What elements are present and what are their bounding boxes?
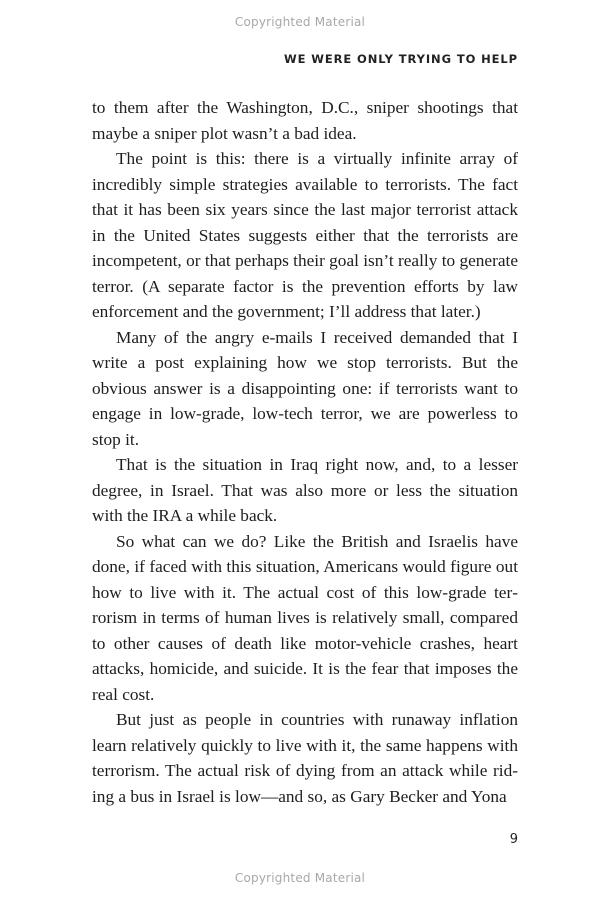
body-text: [92, 95, 518, 809]
paragraph-5: So what can we do? Like the British and Israelis have done, if faced with this situation, Americans would figure out how to live with it. The actual cost of this low-grade terrorism in terms of human lives is relatively small, compared to other causes of death like motor-vehicle crashes, heart attacks, homicide, and suicide. It is the fear that imposes the real cost.: [92, 531, 518, 704]
paragraph-2: The point is this: there is a virtually infinite array of incredibly simple strategies available to terrorists. The fact that it has been six years since the last major terrorist attack in the United States suggests either that the terrorists are incompetent, or that perhaps their goal isn’t really to generate terror. (A separate factor is the prevention efforts by law enforcement and the government; I’ll address that later.): [92, 149, 518, 321]
copyright-watermark-top: Copyrighted Material: [234, 15, 366, 29]
copyright-watermark-bottom: Copyrighted Material: [234, 871, 366, 885]
running-head: WE WERE ONLY TRYING TO HELP: [284, 52, 518, 66]
paragraph-3: Many of the angry e-mails I received demanded that I write a post explaining how we stop terrorists. But the obvious answer is a disappointing one: if terrorists want to engage in low-grade, low-tech terror, we are powerless to stop it.: [92, 327, 518, 449]
paragraph-1: to them after the Washington, D.C., sniper shootings that maybe a sniper plot wasn’t a bad idea.: [92, 98, 518, 143]
page-number: 9: [509, 832, 518, 847]
paragraph-4: That is the situation in Iraq right now, and, to a lesser degree, in Israel. That was also more or less the situation with the IRA a while back.: [92, 455, 518, 525]
paragraph-6: But just as people in countries with runaway inflation learn relatively quickly to live with it, the same happens with terrorism. The actual risk of dying from an attack while riding a bus in Israel is low—and so, as Gary Becker and Yona: [92, 710, 518, 806]
